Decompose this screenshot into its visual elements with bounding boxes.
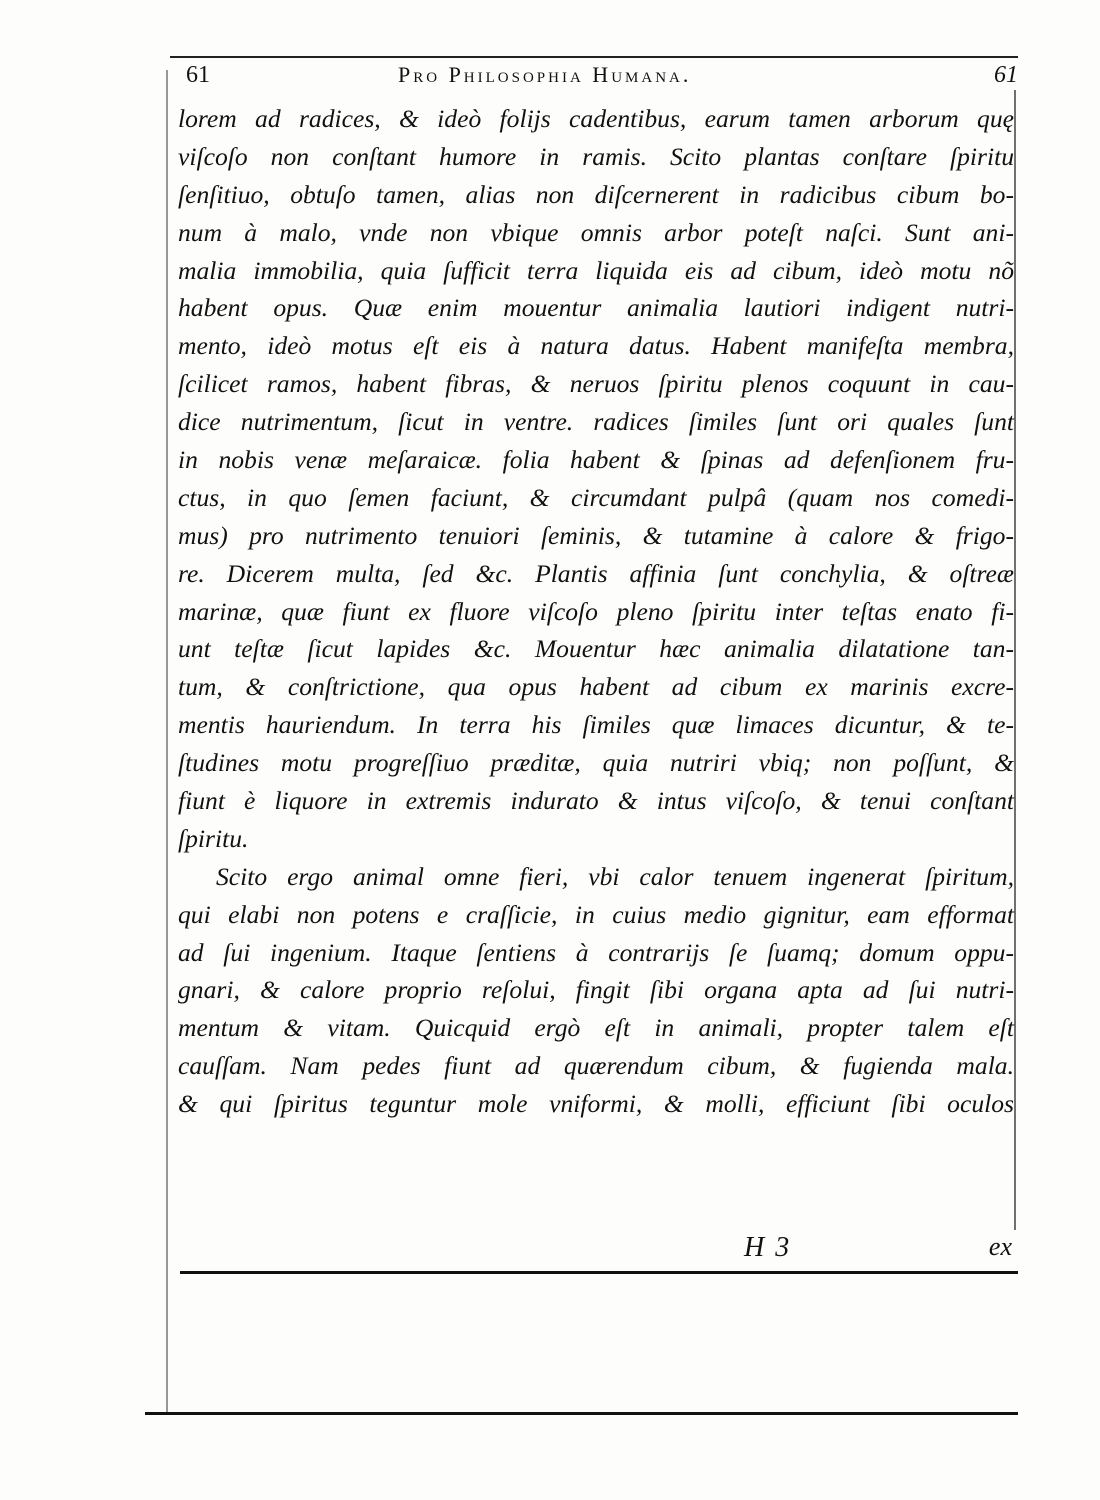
page-number-left: 61 (186, 62, 210, 88)
text-line: ſcilicet ramos, habent fibras, & neruos ſpiritu plenos coquunt in cau- (178, 369, 1014, 399)
text-line: ſpiritu. (178, 823, 249, 853)
right-margin-line (1014, 90, 1016, 1230)
text-line: habent opus. Quæ enim mouentur animalia lautiori indigent nutri- (178, 293, 1014, 323)
text-line: in nobis venæ meſaraicæ. folia habent & ſpinas ad defenſionem fru- (178, 445, 1014, 475)
text-line: tum, & conſtrictione, qua opus habent ad cibum ex marinis excre- (178, 672, 1014, 702)
text-line: num à malo, vnde non vbique omnis arbor poteſt naſci. Sunt ani- (178, 217, 1014, 247)
text-line: mento, ideò motus eſt eis à natura datus. Habent manifeſta membra, (178, 331, 1014, 361)
text-line: mentis hauriendum. In terra his ſimiles quæ limaces dicuntur, & te- (178, 710, 1014, 740)
text-line: & qui ſpiritus teguntur mole vniformi, & molli, efficiunt ſibi oculos (178, 1089, 1014, 1119)
left-margin-line (166, 70, 168, 1415)
running-title: Pro Philosophia Humana. (398, 62, 692, 87)
text-line: malia immobilia, quia ſufficit terra liquida eis ad cibum, ideò motu nõ (178, 255, 1014, 285)
page-footer (178, 1232, 1014, 1268)
text-line: mus) pro nutrimento tenuiori ſeminis, & tutamine à calore & frigo- (178, 520, 1014, 550)
text-line: lorem ad radices, & ideò folijs cadentibus, earum tamen arborum quę (178, 104, 1014, 133)
text-line: gnari, & calore proprio reſolui, fingit ſibi organa apta ad ſui nutri- (178, 975, 1014, 1005)
page-number-right: 61 (994, 62, 1018, 88)
text-line: fiunt è liquore in extremis indurato & intus viſcoſo, & tenui conſtant (178, 786, 1014, 816)
top-rule (170, 56, 1018, 58)
text-line: viſcoſo non conſtant humore in ramis. Scito plantas conſtare ſpiritu (178, 141, 1014, 171)
signature-mark: H 3 (744, 1232, 792, 1263)
text-line: ſtudines motu progreſſiuo præditæ, quia nutriri vbiq; non poſſunt, & (178, 748, 1014, 778)
text-line: ctus, in quo ſemen faciunt, & circumdant pulpâ (quam nos comedi- (178, 482, 1014, 512)
text-line: unt teſtæ ſicut lapides &c. Mouentur hæc animalia dilatatione tan- (178, 634, 1014, 664)
text-line: cauſſam. Nam pedes fiunt ad quærendum cibum, & fugienda mala. (178, 1051, 1014, 1081)
text-line: ſenſitiuo, obtuſo tamen, alias non diſcernerent in radicibus cibum bo- (178, 179, 1014, 209)
page-header (186, 62, 1018, 98)
text-line: qui elabi non potens e craſſicie, in cuius medio gignitur, eam efformat (178, 899, 1014, 929)
text-line: dice nutrimentum, ſicut in ventre. radices ſimiles ſunt ori quales ſunt (178, 407, 1014, 437)
text-line: Scito ergo animal omne fieri, vbi calor tenuem ingenerat ſpiritum, (216, 861, 1014, 891)
text-line: marinæ, quæ fiunt ex fluore viſcoſo pleno ſpiritu inter teſtas enato fi- (178, 596, 1014, 626)
text-line: re. Dicerem multa, ſed &c. Plantis affinia ſunt conchylia, & oſtreæ (178, 558, 1014, 588)
catchword: ex (988, 1232, 1012, 1261)
bottom-rule (145, 1412, 1018, 1415)
footer-rule (180, 1271, 1018, 1274)
text-line: ad ſui ingenium. Itaque ſentiens à contrarijs ſe ſuamq; domum oppu- (178, 937, 1014, 967)
text-line: mentum & vitam. Quicquid ergò eſt in animali, propter talem eſt (178, 1013, 1014, 1043)
body-text (178, 100, 1014, 1123)
